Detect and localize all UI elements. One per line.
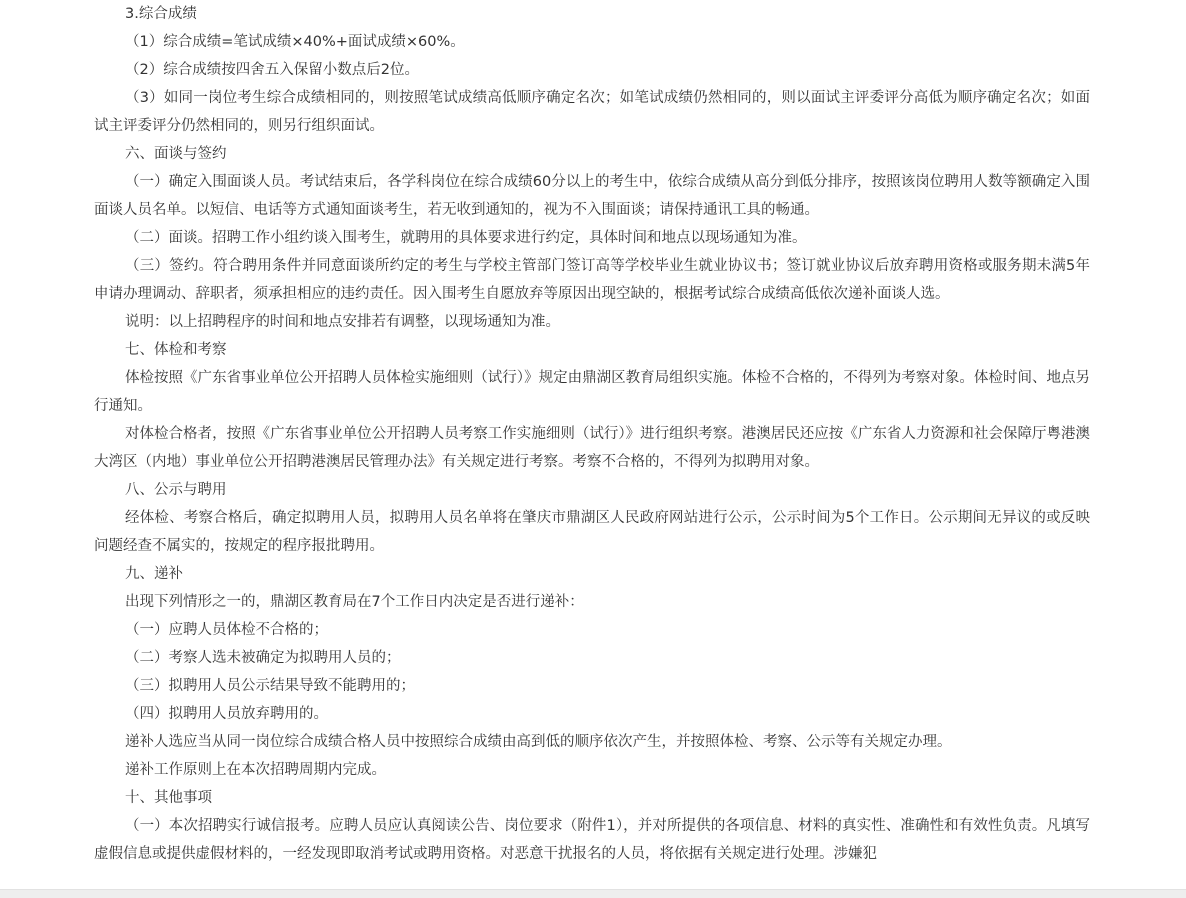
horizontal-scrollbar[interactable]: [0, 889, 1186, 898]
paragraph-physical-inspection: 对体检合格者，按照《广东省事业单位公开招聘人员考察工作实施细则（试行）》进行组织考察。港澳居民还应按《广东省人力资源和社会保障厅粤港澳大湾区（内地）事业单位公开招聘港澳居民管理办法》有关规定进行考察。考察不合格的，不得列为拟聘用对象。: [94, 426, 1090, 470]
list-item: （一）应聘人员体检不合格的；: [125, 622, 328, 638]
section-heading-interview: 六、面谈与签约: [125, 146, 227, 162]
section-heading-other: 十、其他事项: [125, 790, 212, 806]
paragraph-score-rounding: （2）综合成绩按四舍五入保留小数点后2位。: [125, 62, 419, 78]
paragraph-physical-exam: 体检按照《广东省事业单位公开招聘人员体检实施细则（试行）》规定由鼎湖区教育局组织实施。体检不合格的，不得列为考察对象。体检时间、地点另行通知。: [94, 370, 1090, 414]
document-body: [94, 0, 1090, 868]
paragraph-score-tie: （3）如同一岗位考生综合成绩相同的，则按照笔试成绩高低顺序确定名次；如笔试成绩仍然相同的，则以面试主评委评分高低为顺序确定名次；如面试主评委评分仍然相同的，则另行组织面试。: [94, 90, 1090, 134]
list-item: （四）拟聘用人员放弃聘用的。: [125, 706, 328, 722]
paragraph-interview-talk: （二）面谈。招聘工作小组约谈入围考生，就聘用的具体要求进行约定，具体时间和地点以现场通知为准。: [125, 230, 807, 246]
paragraph-other-integrity: （一）本次招聘实行诚信报考。应聘人员应认真阅读公告、岗位要求（附件1），并对所提供的各项信息、材料的真实性、准确性和有效性负责。凡填写虚假信息或提供虚假材料的，一经发现即取消考试或聘用资格。对恶意干扰报名的人员，将依据有关规定进行处理。涉嫌犯: [94, 818, 1090, 862]
paragraph-interview-contract: （三）签约。符合聘用条件并同意面谈所约定的考生与学校主管部门签订高等学校毕业生就业协议书；签订就业协议后放弃聘用资格或服务期未满5年申请办理调动、辞职者，须承担相应的违约责任。因入围考生自愿放弃等原因出现空缺的，根据考试综合成绩高低依次递补面谈人选。: [94, 258, 1090, 302]
paragraph-score-formula: （1）综合成绩=笔试成绩×40%+面试成绩×60%。: [125, 34, 465, 50]
section-heading-physical: 七、体检和考察: [125, 342, 227, 358]
paragraph-publicity: 经体检、考察合格后，确定拟聘用人员，拟聘用人员名单将在肇庆市鼎湖区人民政府网站进行公示，公示时间为5个工作日。公示期间无异议的或反映问题经查不属实的，按规定的程序报批聘用。: [94, 510, 1090, 554]
section-heading-publicity: 八、公示与聘用: [125, 482, 227, 498]
paragraph-replacement-period: 递补工作原则上在本次招聘周期内完成。: [125, 762, 386, 778]
paragraph-replacement-intro: 出现下列情形之一的，鼎湖区教育局在7个工作日内决定是否进行递补：: [125, 594, 584, 610]
list-item: （二）考察人选未被确定为拟聘用人员的；: [125, 650, 401, 666]
paragraph-score-heading: 3.综合成绩: [125, 6, 197, 22]
list-item: （三）拟聘用人员公示结果导致不能聘用的；: [125, 678, 415, 694]
section-heading-replacement: 九、递补: [125, 566, 183, 582]
paragraph-interview-shortlist: （一）确定入围面谈人员。考试结束后，各学科岗位在综合成绩60分以上的考生中，依综合成绩从高分到低分排序，按照该岗位聘用人数等额确定入围面谈人员名单。以短信、电话等方式通知面谈考生，若无收到通知的，视为不入围面谈；请保持通讯工具的畅通。: [94, 174, 1090, 218]
paragraph-replacement-order: 递补人选应当从同一岗位综合成绩合格人员中按照综合成绩由高到低的顺序依次产生，并按照体检、考察、公示等有关规定办理。: [125, 734, 952, 750]
paragraph-interview-note: 说明：以上招聘程序的时间和地点安排若有调整，以现场通知为准。: [125, 314, 560, 330]
